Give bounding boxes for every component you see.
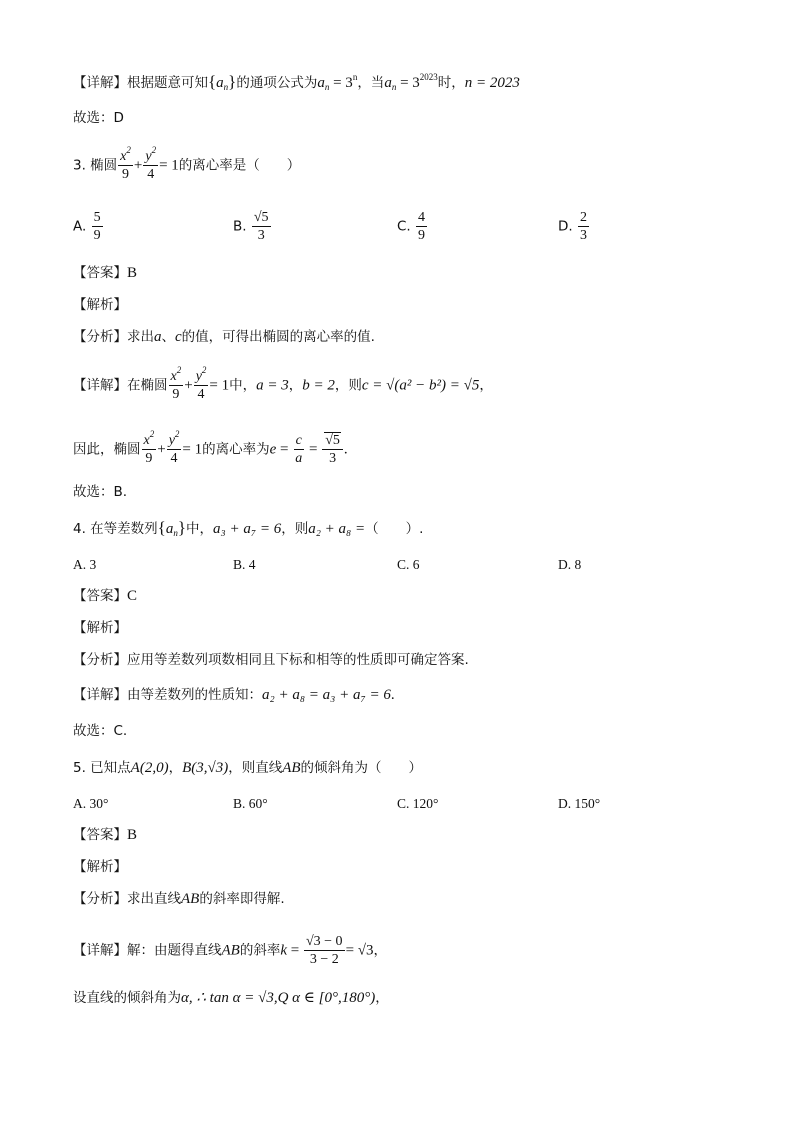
q5-option-b[interactable]: B. 60°	[233, 796, 268, 811]
q3-analyze: 【分析】求出a、c的值，可得出椭圆的离心率的值.	[73, 329, 375, 345]
q3-choose: 故选：B.	[73, 484, 128, 500]
q3-hence-line: 因此，椭圆 $\frac{x^2}{9}$ + $\frac{y^2}{4}$ = 1的离心率为e = $\frac{c}{a}$ = $\frac{√5}{3}$ .	[73, 429, 348, 466]
q2-choose: 故选：D	[73, 110, 124, 126]
q5-analyze: 【分析】求出直线AB的斜率即得解.	[73, 891, 285, 907]
q4-detail: 【详解】由等差数列的性质知：a₂ + a₈ = a₃ + a₇ = 6.	[73, 687, 395, 703]
q4-option-b[interactable]: B. 4	[233, 557, 256, 572]
q5-stem: 5. 已知点A(2,0)，B(3,√3)，则直线AB的倾斜角为（ ）	[73, 760, 423, 776]
q4-analysis-tag: 【解析】	[73, 620, 127, 636]
q4-option-a[interactable]: A. 3	[73, 557, 97, 572]
q3-answer: 【答案】B	[73, 265, 138, 281]
q4-choose: 故选：C.	[73, 723, 128, 739]
q5-option-c[interactable]: C. 120°	[397, 796, 439, 811]
q5-option-d[interactable]: D. 150°	[558, 796, 601, 811]
q3-option-c[interactable]: C. $\frac{4}{9}$	[397, 210, 426, 243]
q3-stem: 3. 椭圆 $\frac{x^2}{9}$ + $\frac{y^2}{4}$ = 1的离心率是（ ）	[73, 145, 301, 182]
detail-tag: 【详解】	[73, 75, 127, 91]
q3-analysis-tag: 【解析】	[73, 297, 127, 313]
q4-analyze: 【分析】应用等差数列项数相同且下标和相等的性质即可确定答案.	[73, 652, 469, 668]
q5-detail: 【详解】解：由题得直线AB的斜率k = $\frac{√3 - 0}{3 - 2}$ = √3，	[73, 934, 388, 967]
n-value: n = 2023	[464, 75, 520, 91]
q5-last-line: 设直线的倾斜角为α, ∴ tan α = √3,Q α ∈ [0°,180°)，	[73, 990, 389, 1006]
q3-option-d[interactable]: D. $\frac{2}{3}$	[558, 210, 587, 243]
q5-option-a[interactable]: A. 30°	[73, 796, 109, 811]
q3-detail-line: 【详解】在椭圆 $\frac{x^2}{9}$ + $\frac{y^2}{4}$ = 1中，a = 3，b = 2，则c = √(a² − b²) = √5，	[73, 365, 493, 402]
q4-answer: 【答案】C	[73, 588, 138, 604]
q3-option-b[interactable]: B. $\frac{√5}{3}$	[233, 210, 269, 243]
q5-analysis-tag: 【解析】	[73, 859, 127, 875]
q4-option-d[interactable]: D. 8	[558, 557, 582, 572]
q4-option-c[interactable]: C. 6	[397, 557, 420, 572]
q2-detail-line: 【详解】根据题意可知$\{a_n\}$的通项公式为$a_n = 3^n$，当$a_n = 3^{2023}$时，n = 2023	[73, 72, 520, 92]
q4-stem: 4. 在等差数列$\{a_n\}$中，a₃ + a₇ = 6，则a₂ + a₈ =（ ）.	[73, 518, 424, 538]
q3-option-a[interactable]: A. $\frac{5}{9}$	[73, 210, 101, 243]
q5-answer: 【答案】B	[73, 827, 138, 843]
